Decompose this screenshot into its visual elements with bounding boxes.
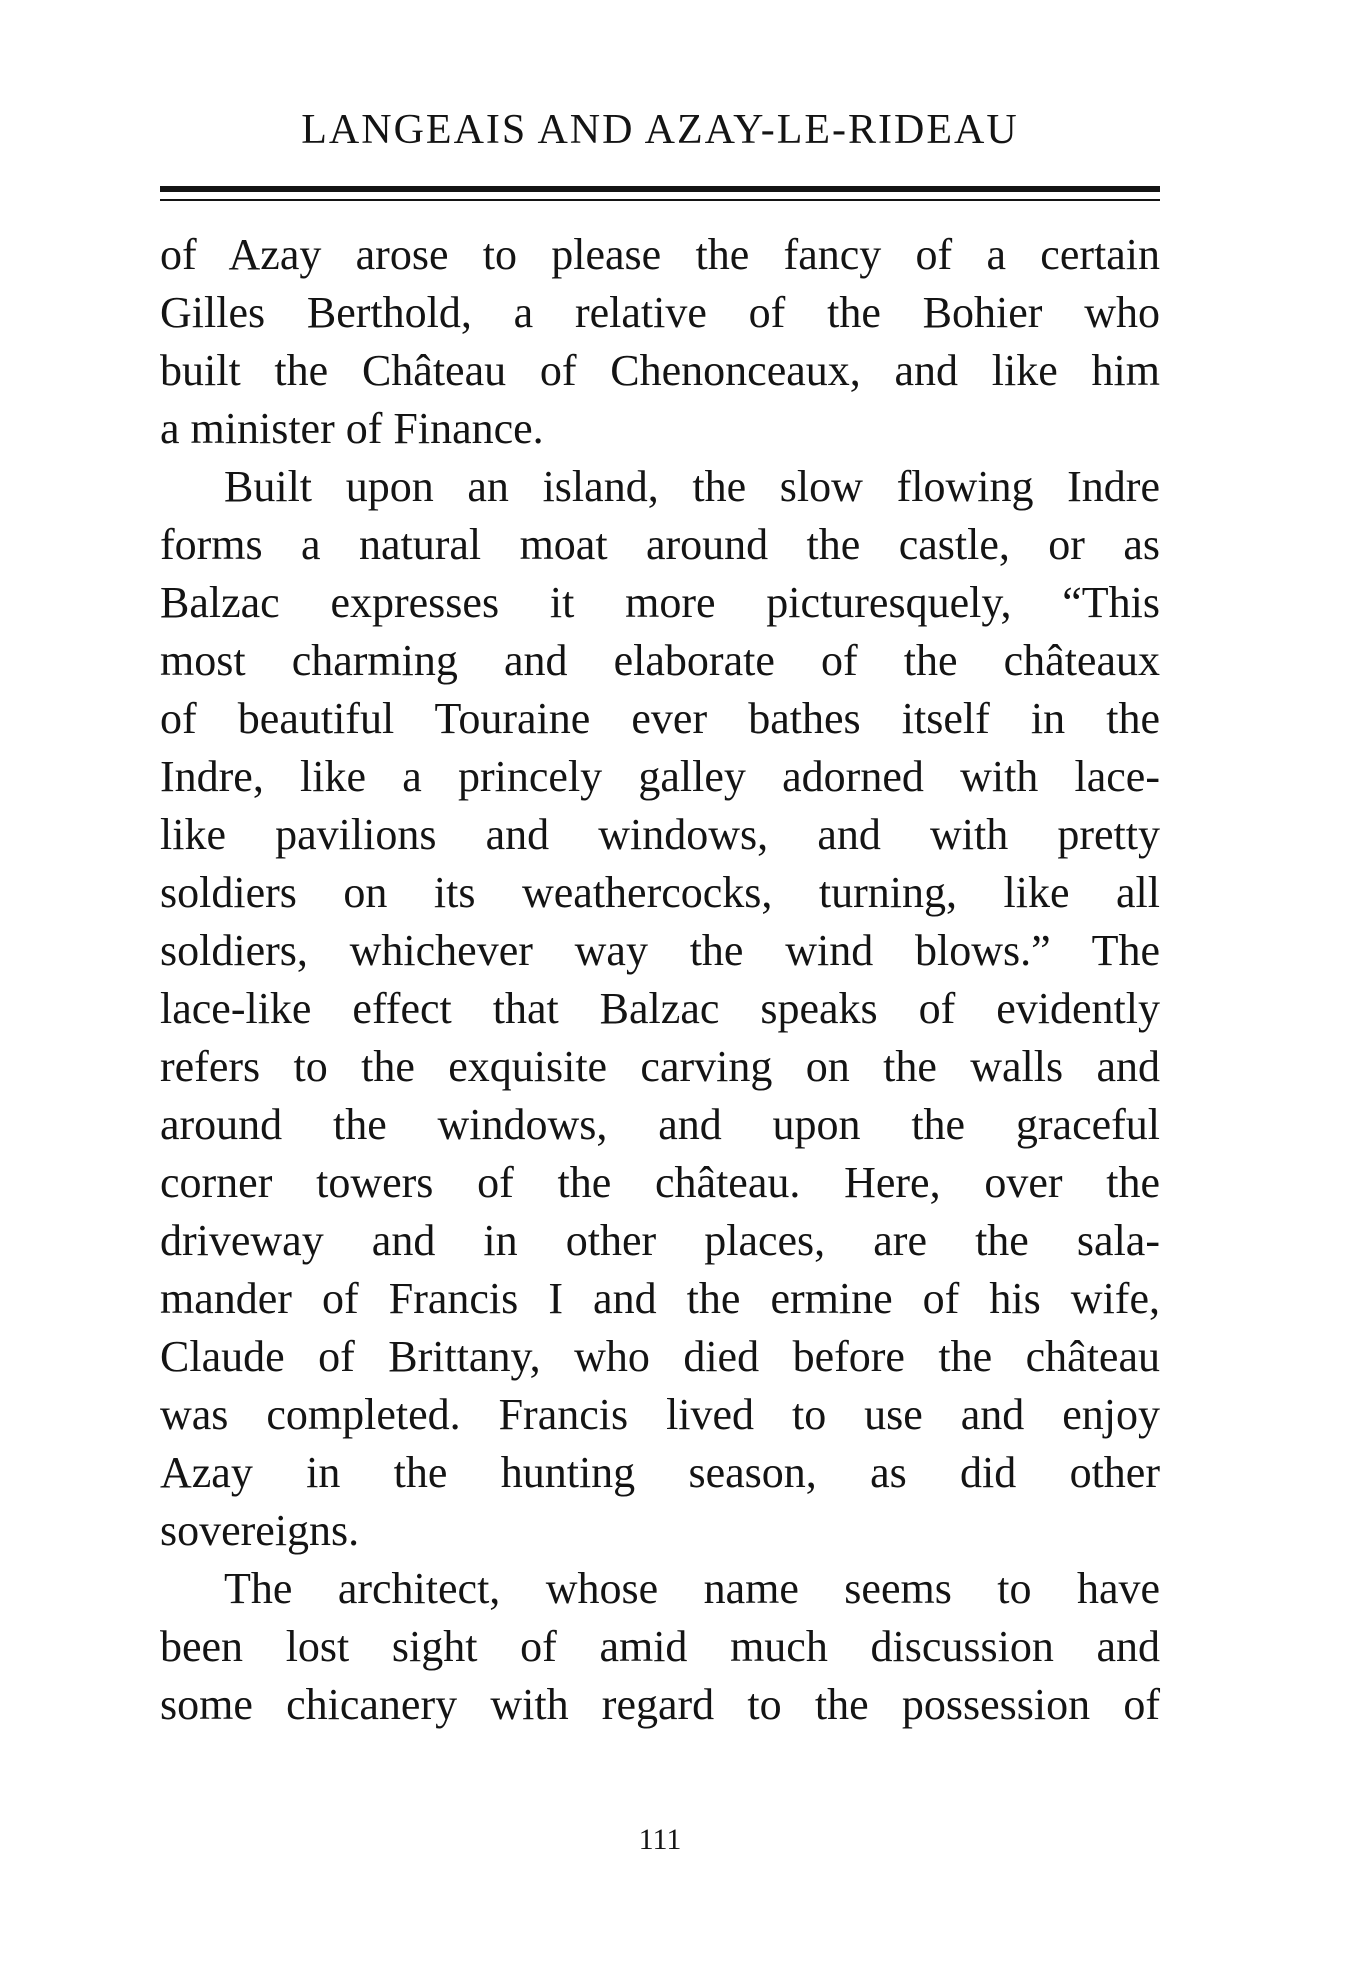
text-line: been lost sight of amid much discussion and <box>160 1622 1160 1671</box>
text-line: Indre, like a princely galley adorned with lace- <box>160 752 1160 801</box>
text-line: forms a natural moat around the castle, or as <box>160 520 1160 569</box>
running-head: LANGEAIS AND AZAY-LE-RIDEAU <box>301 107 1019 153</box>
paragraph-first-line: The architect, whose name seems to have <box>224 1564 1160 1613</box>
text-line: Azay in the hunting season, as did other <box>160 1448 1160 1497</box>
text-line: some chicanery with regard to the possession of <box>160 1680 1160 1729</box>
text-line: sovereigns. <box>160 1506 360 1555</box>
text-line: soldiers, whichever way the wind blows.” The <box>160 926 1160 975</box>
text-line: Balzac expresses it more picturesquely, “This <box>160 578 1160 627</box>
text-line: like pavilions and windows, and with pretty <box>160 810 1160 859</box>
text-line: mander of Francis I and the ermine of his wife, <box>160 1274 1160 1323</box>
body-text <box>160 226 1160 1734</box>
header-rule-thick <box>160 186 1160 192</box>
header-rule-thin <box>160 199 1160 201</box>
text-line: Gilles Berthold, a relative of the Bohier who <box>160 288 1160 337</box>
text-line: built the Château of Chenonceaux, and like him <box>160 346 1160 395</box>
text-line: of Azay arose to please the fancy of a certain <box>160 230 1160 279</box>
text-line: lace-like effect that Balzac speaks of evidently <box>160 984 1160 1033</box>
text-line: Claude of Brittany, who died before the château <box>160 1332 1160 1381</box>
page-number: 111 <box>638 1823 682 1856</box>
text-line: most charming and elaborate of the châteaux <box>160 636 1160 685</box>
paragraph-first-line: Built upon an island, the slow flowing Indre <box>224 462 1160 511</box>
text-line: of beautiful Touraine ever bathes itself in the <box>160 694 1160 743</box>
text-line: driveway and in other places, are the sala- <box>160 1216 1160 1265</box>
text-line: a minister of Finance. <box>160 404 544 453</box>
text-line: around the windows, and upon the graceful <box>160 1100 1160 1149</box>
text-line: corner towers of the château. Here, over the <box>160 1158 1160 1207</box>
text-line: refers to the exquisite carving on the walls and <box>160 1042 1160 1091</box>
text-line: soldiers on its weathercocks, turning, like all <box>160 868 1160 917</box>
text-line: was completed. Francis lived to use and enjoy <box>160 1390 1160 1439</box>
